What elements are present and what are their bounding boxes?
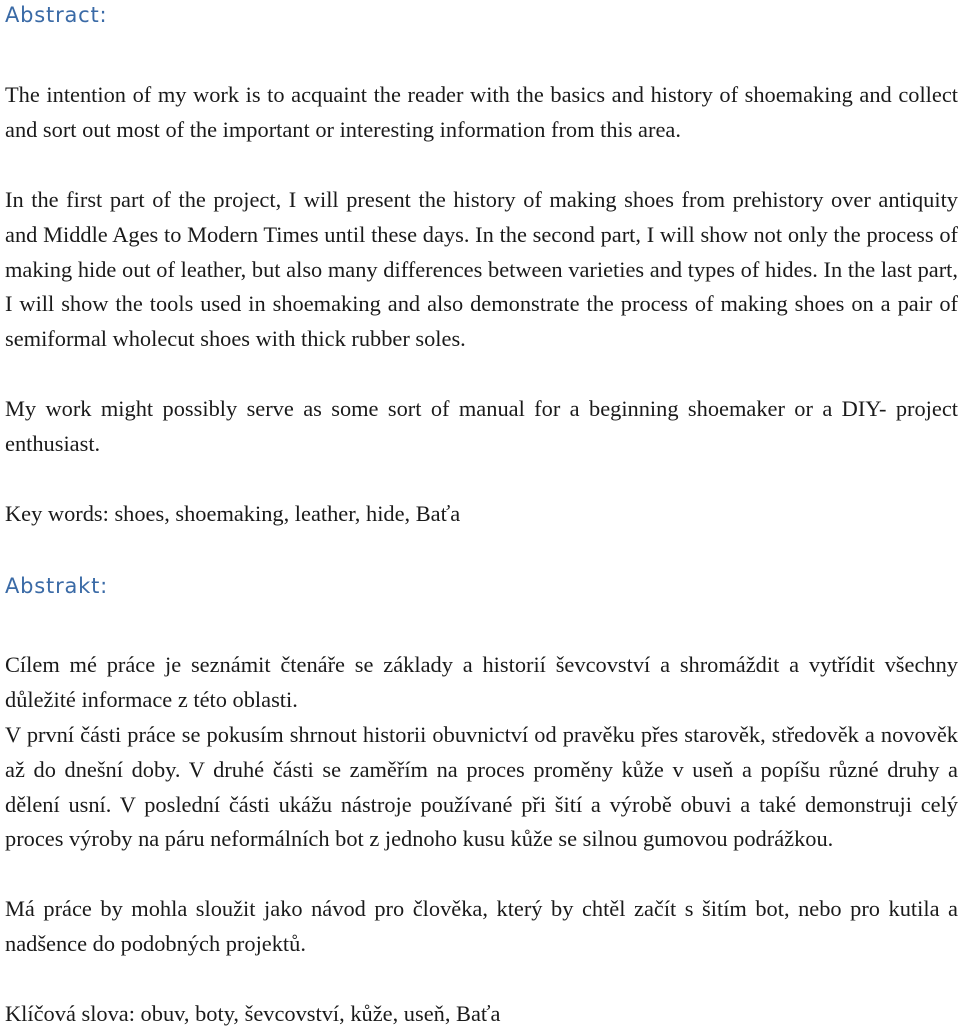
abstrakt-heading: Abstrakt: — [5, 574, 109, 598]
abstract-paragraph-2: In the first part of the project, I will present the history of making shoes from prehistory over antiquity and Middle Ages to Modern Times until these days. In the second part, I will show not only the process of making hide out of leather, but also many differences between varieties and types of hides. In the last part, I will show the tools used in shoemaking and also demonstrate the process of making shoes on a pair of semiformal wholecut shoes with thick rubber soles. — [5, 187, 958, 352]
abstrakt-paragraph-2: V první části práce se pokusím shrnout historii obuvnictví od pravěku přes starověk, středověk a novověk až do dnešní doby. V druhé části se zaměřím na proces proměny kůže v useň a popíšu různé druhy a dělení usní. V poslední části ukážu nástroje používané při šití a výrobě obuvi a také demonstruji celý proces výroby na páru neformálních bot z jednoho kusu kůže se silnou gumovou podrážkou. — [5, 722, 958, 852]
abstract-heading: Abstract: — [5, 3, 108, 27]
abstract-paragraph-1: The intention of my work is to acquaint the reader with the basics and history of shoemaking and collect and sort out most of the important or interesting information from this area. — [5, 82, 958, 142]
keywords-line: Key words: shoes, shoemaking, leather, hide, Baťa — [5, 501, 461, 526]
klicova-slova-line: Klíčová slova: obuv, boty, ševcovství, kůže, useň, Baťa — [5, 1001, 501, 1026]
abstract-paragraph-3: My work might possibly serve as some sort of manual for a beginning shoemaker or a DIY- project enthusiast. — [5, 396, 958, 456]
abstrakt-paragraph-3: Má práce by mohla sloužit jako návod pro člověka, který by chtěl začít s šitím bot, nebo pro kutila a nadšence do podobných projektů. — [5, 896, 958, 956]
abstrakt-paragraph-1: Cílem mé práce je seznámit čtenáře se základy a historií ševcovství a shromáždit a vytřídit všechny důležité informace z této oblasti. — [5, 652, 958, 712]
